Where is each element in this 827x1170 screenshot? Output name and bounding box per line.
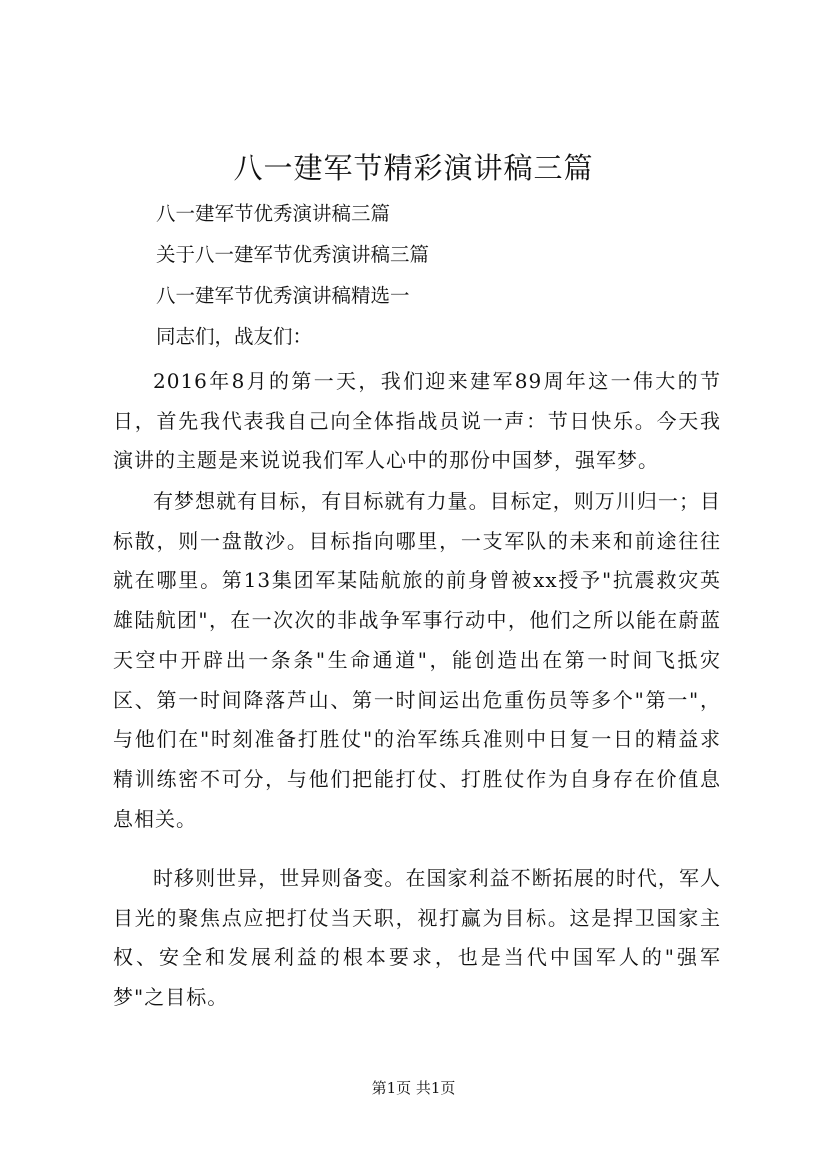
- salutation: 同志们，战友们：: [156, 325, 313, 348]
- subtitle-1: 八一建军节优秀演讲稿三篇: [156, 202, 391, 225]
- page-footer: 第1页 共1页: [371, 1079, 456, 1097]
- subtitle-2: 关于八一建军节优秀演讲稿三篇: [156, 243, 430, 266]
- paragraph-2: 有梦想就有目标，有目标就有力量。目标定，则万川归一；目标散，则一盘散沙。目标指向哪里，一支军队的未来和前途往往就在哪里。第13集团军某陆航旅的前身曾被xx授予"抗震救灾英雄陆航团"，在一次次的非战争军事行动中，他们之所以能在蔚蓝天空中开辟出一条条"生命通道"，能创造出在第一时间飞抵灾区、第一时间降落芦山、第一时间运出危重伤员等多个"第一"，与他们在"时刻准备打胜仗"的治军练兵准则中日复一日的精益求精训练密不可分，与他们把能打仗、打胜仗作为自身存在价值息息相关。: [113, 489, 721, 831]
- document-title: 八一建军节精彩演讲稿三篇: [233, 151, 594, 185]
- paragraph-3: 时移则世异，世异则备变。在国家利益不断拓展的时代，军人目光的聚焦点应把打仗当天职，视打赢为目标。这是捍卫国家主权、安全和发展利益的根本要求，也是当代中国军人的"强军梦"之目标。: [113, 866, 721, 1010]
- subtitle-3: 八一建军节优秀演讲稿精选一: [156, 284, 410, 307]
- paragraph-1: 2016年8月的第一天，我们迎来建军89周年这一伟大的节日，首先我代表我自己向全体指战员说一声：节日快乐。今天我演讲的主题是来说说我们军人心中的那份中国梦，强军梦。: [113, 369, 721, 473]
